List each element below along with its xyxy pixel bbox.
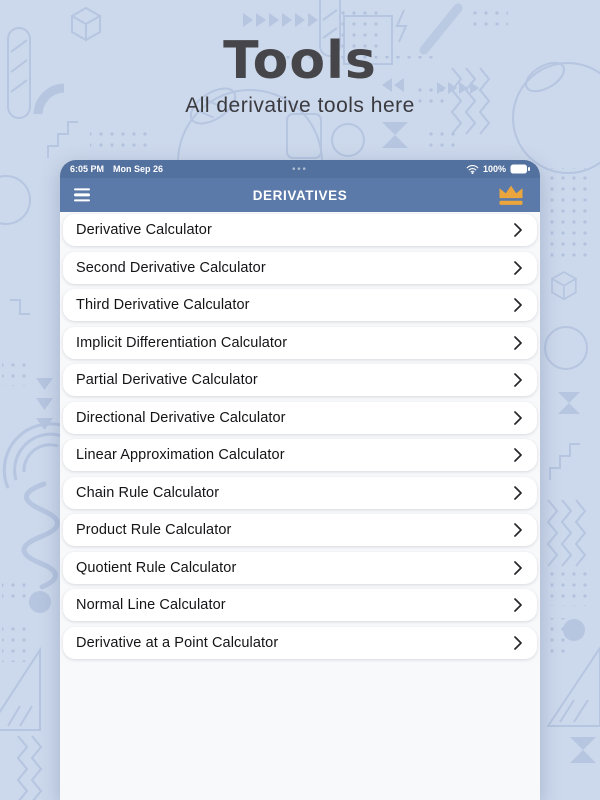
list-item[interactable] <box>63 364 537 396</box>
list-item[interactable] <box>63 439 537 471</box>
chevron-right-icon <box>514 411 522 425</box>
battery-percent: 100% <box>482 164 506 174</box>
tool-label: Derivative at a Point Calculator <box>76 634 279 651</box>
tool-label: Linear Approximation Calculator <box>76 447 285 463</box>
status-left <box>70 164 163 174</box>
chevron-right-icon <box>514 336 522 350</box>
chevron-right-icon <box>514 261 522 275</box>
chevron-right-icon <box>514 448 522 462</box>
tool-label: Chain Rule Calculator <box>76 484 220 501</box>
tool-label: Implicit Differentiation Calculator <box>76 334 288 351</box>
menu-icon[interactable] <box>74 188 90 201</box>
chevron-right-icon <box>514 373 522 387</box>
battery-icon <box>510 164 530 174</box>
wifi-icon <box>466 164 479 174</box>
list-item[interactable] <box>63 327 537 359</box>
status-time: 6:05 PM <box>70 164 105 174</box>
status-indicator-dots: ••• <box>292 163 308 174</box>
chevron-right-icon <box>514 636 522 650</box>
list-item[interactable] <box>63 214 537 246</box>
tool-label: Directional Derivative Calculator <box>76 409 286 426</box>
chevron-right-icon <box>514 223 522 237</box>
page-title: Tools <box>223 31 377 91</box>
list-item[interactable] <box>63 477 537 509</box>
tool-label: Derivative Calculator <box>76 222 212 238</box>
list-item[interactable] <box>63 514 537 546</box>
tool-label: Third Derivative Calculator <box>76 297 250 313</box>
status-date: Mon Sep 26 <box>113 164 164 174</box>
crown-icon[interactable] <box>497 184 525 207</box>
chevron-right-icon <box>514 561 522 575</box>
list-item[interactable] <box>63 252 537 284</box>
list-item[interactable] <box>63 627 537 659</box>
tool-label: Second Derivative Calculator <box>76 259 266 276</box>
tool-label: Partial Derivative Calculator <box>76 372 258 388</box>
list-item[interactable] <box>63 552 537 584</box>
list-item[interactable] <box>63 589 537 621</box>
chevron-right-icon <box>514 486 522 500</box>
nav-title: DERIVATIVES <box>252 187 348 203</box>
list-item[interactable] <box>63 289 537 321</box>
list-item[interactable] <box>63 402 537 434</box>
tool-label: Product Rule Calculator <box>76 522 232 538</box>
chevron-right-icon <box>514 298 522 312</box>
tool-label: Quotient Rule Calculator <box>76 559 237 576</box>
chevron-right-icon <box>514 523 522 537</box>
tool-label: Normal Line Calculator <box>76 597 226 613</box>
hero-header <box>0 0 600 118</box>
tool-list <box>60 212 540 800</box>
page-subtitle: All derivative tools here <box>185 93 415 117</box>
phone-mockup <box>60 160 540 800</box>
status-bar <box>60 160 540 178</box>
status-right <box>466 164 530 174</box>
nav-bar <box>60 178 540 212</box>
chevron-right-icon <box>514 598 522 612</box>
